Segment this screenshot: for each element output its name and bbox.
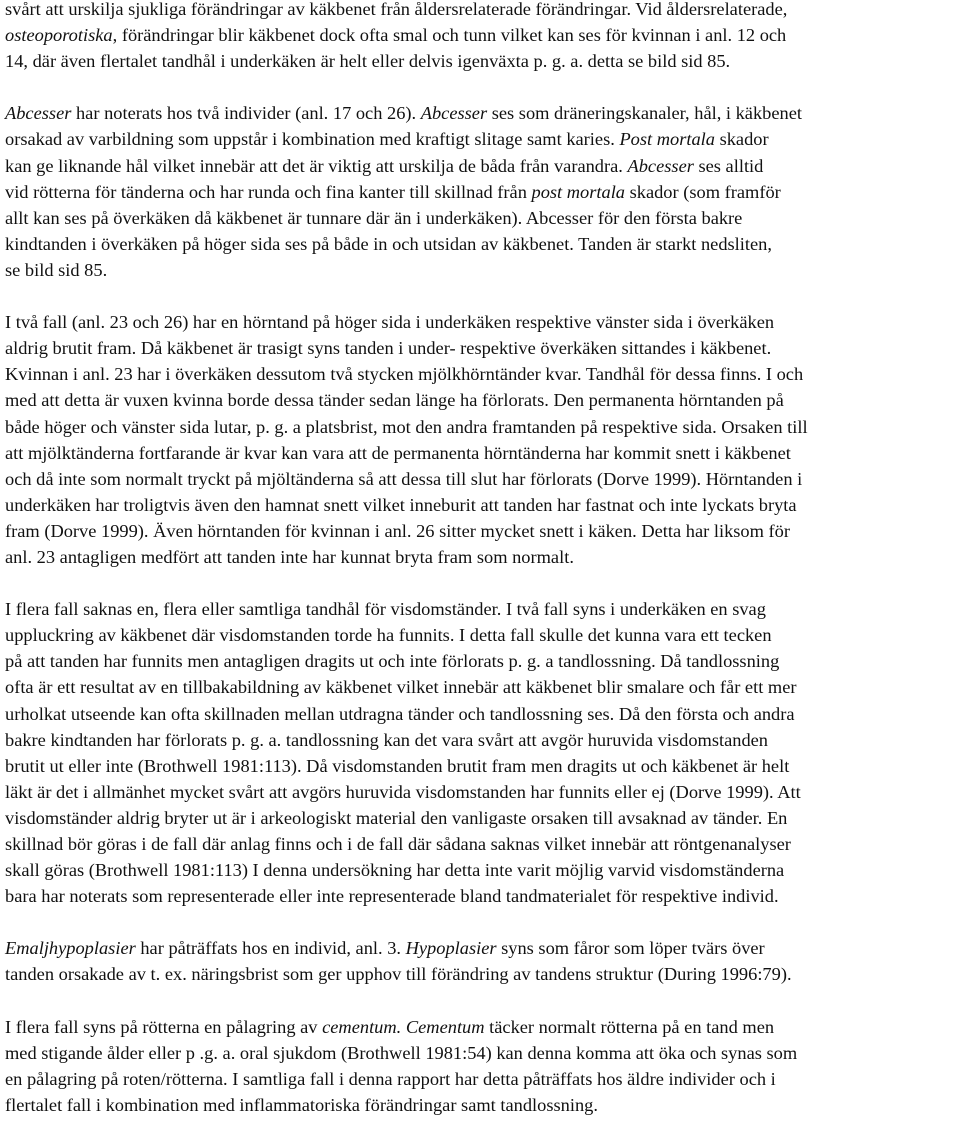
text-line [5,0,957,22]
text-line [5,1014,957,1040]
text-line [5,309,957,335]
text-line [5,361,957,387]
text-line [5,1092,957,1118]
text-run: urholkat utseende kan ofta skillnaden mellan utdragna tänder och tandlossning ses. Då den första och andra [5,703,795,724]
text-line [5,126,957,152]
text-run: underkäken har troligtvis även den hamnat snett vilket inneburit att tanden har fastnat och inte lyckats bryta [5,494,797,515]
italic-term: Abcesser [5,103,72,124]
text-line [5,596,957,622]
italic-term: Emaljhypoplasier [5,938,136,959]
text-run: se bild sid 85. [5,259,108,280]
text-line [5,231,957,257]
text-run: Kvinnan i anl. 23 har i överkäken dessutom två stycken mjölkhörntänder kvar. Tandhål för dessa finns. I och [5,364,804,385]
paragraph-gap [5,283,957,309]
text-line [5,335,957,361]
document-page [5,0,957,1118]
italic-term: cementum. [322,1016,402,1037]
text-run: att mjölktänderna fortfarande är kvar kan vara att de permanenta hörntänderna har kommit snett i käkbenet [5,442,791,463]
text-line [5,518,957,544]
text-line [5,414,957,440]
text-line [5,179,957,205]
text-line [5,466,957,492]
paragraph [5,935,957,987]
text-run: har påträffats hos en individ, anl. 3. [135,938,406,959]
text-line [5,622,957,648]
text-run: , förändringar blir käkbenet dock ofta smal och tunn vilket kan ses för kvinnan i anl. 12 och [112,25,787,46]
text-run: både höger och vänster sida lutar, p. g. a platsbrist, mot den andra framtanden på respektive sida. Orsaken till [5,416,808,437]
italic-term: post mortala [531,181,625,202]
italic-term: Cementum [405,1016,485,1037]
text-run: bakre kindtanden har förlorats p. g. a. tandlossning kan det vara svårt att avgör huruvida visdomstanden [5,729,769,750]
paragraph [5,0,957,74]
text-run: I flera fall syns på rötterna en pålagring av [5,1016,323,1037]
text-line [5,492,957,518]
text-run: läkt är det i allmänhet mycket svårt att avgörs huruvida visdomstanden har funnits eller ej (Dorve 1999). Att [5,781,801,802]
text-line [5,648,957,674]
text-line [5,205,957,231]
paragraph [5,596,957,909]
text-run: tanden orsakade av t. ex. näringsbrist som ger upphov till förändring av tandens struktur (During 1996:79). [5,964,792,985]
text-line [5,100,957,126]
text-line [5,779,957,805]
text-line [5,883,957,909]
text-run: kindtanden i överkäken på höger sida ses på både in och utsidan av käkbenet. Tanden är starkt nedsliten, [5,233,772,254]
text-run: skillnad bör göras i de fall där anlag finns och i de fall där sådana saknas vilket innebär att röntgenanalyser [5,834,791,854]
text-line [5,153,957,179]
text-line [5,753,957,779]
text-line [5,1066,957,1092]
text-line [5,805,957,831]
text-run: har noterats hos två individer (anl. 17 och 26). [71,103,421,124]
text-run: visdomständer aldrig bryter ut är i arkeologiskt material den vanligaste orsaken till avsaknad av tänder. En [5,807,788,828]
text-line [5,440,957,466]
text-run: täcker normalt rötterna på en tand men [484,1016,775,1037]
text-line [5,544,957,570]
text-run: vid rötterna för tänderna och har runda och fina kanter till skillnad från [5,181,532,202]
text-run: uppluckring av käkbenet där visdomstanden torde ha funnits. I detta fall skulle det kunna vara ett tecken [5,625,772,646]
paragraph-gap [5,909,957,935]
text-run: I två fall (anl. 23 och 26) har en hörntand på höger sida i underkäken respektive vänster sida i överkäken [5,312,775,333]
text-run: fram (Dorve 1999). Även hörntanden för kvinnan i anl. 26 sitter mycket snett i käken. Detta har liksom för [5,520,790,541]
text-line [5,387,957,413]
text-line [5,674,957,700]
paragraph-gap [5,570,957,596]
text-run: aldrig brutit fram. Då käkbenet är trasigt syns tanden i under- respektive överkäken sittandes i käkbenet. [5,338,772,359]
paragraph-gap [5,988,957,1014]
text-line [5,831,957,857]
text-run: orsakad av varbildning som uppstår i kombination med kraftigt slitage samt karies. [5,129,620,150]
text-run: I flera fall saknas en, flera eller samtliga tandhål för visdomständer. I två fall syns i underkäken en svag [5,599,766,620]
text-line [5,857,957,883]
text-run: ses som dräneringskanaler, hål, i käkbenet [487,103,802,124]
text-run: och då inte som normalt tryckt på mjöltänderna så att dessa till slut har förlorats (Dorve 1999). Hörntanden i [5,468,803,489]
text-line [5,257,957,283]
text-line [5,22,957,48]
text-line [5,961,957,987]
text-run: ofta är ett resultat av en tillbakabildning av käkbenet vilket innebär att käkbenet blir smalare och får ett mer [5,677,797,698]
text-run: brutit ut eller inte (Brothwell 1981:113). Då visdomstanden brutit fram men dragits ut och käkbenet är helt [5,755,790,776]
italic-term: Abcesser [627,155,694,176]
italic-term: osteoporotiska [5,25,113,46]
paragraph [5,100,957,283]
text-run: skall göras (Brothwell 1981:113) I denna undersökning har detta inte varit möjlig varvid visdomständerna [5,860,785,881]
text-run: skador (som framför [625,181,781,202]
text-line [5,727,957,753]
text-run: med stigande ålder eller p .g. a. oral sjukdom (Brothwell 1981:54) kan denna komma att öka och synas som [5,1042,798,1063]
text-run: syns som fåror som löper tvärs över [496,938,765,959]
text-run: svårt att urskilja sjukliga förändringar av käkbenet från åldersrelaterade förändringar. Vid åldersrelaterade, [5,0,788,19]
text-line [5,935,957,961]
text-run: anl. 23 antagligen medfört att tanden inte har kunnat bryta fram som normalt. [5,546,574,567]
italic-term: Post mortala [619,129,715,150]
text-line [5,48,957,74]
text-line [5,701,957,727]
italic-term: Abcesser [420,103,488,124]
text-run: skador [714,129,769,150]
text-run: ses alltid [693,155,764,176]
paragraph-gap [5,74,957,100]
text-run: bara har noterats som representerade eller inte representerade bland tandmaterialet för respektive individ. [5,886,779,907]
text-run: allt kan ses på överkäken då käkbenet är tunnare där än i underkäken). Abcesser för den första bakre [5,207,743,228]
text-run: kan ge liknande hål vilket innebär att det är viktig att urskilja de båda från varandra. [5,155,628,176]
paragraph [5,1014,957,1118]
text-run: med att detta är vuxen kvinna borde dessa tänder sedan länge ha förlorats. Den permanenta hörntanden på [5,390,784,411]
text-run: på att tanden har funnits men antagligen dragits ut och inte förlorats p. g. a tandlossning. Då tandlossning [5,651,780,672]
text-run: flertalet fall i kombination med inflammatoriska förändringar samt tandlossning. [5,1094,598,1115]
italic-term: Hypoplasier [405,938,497,959]
text-run: 14, där även flertalet tandhål i underkäken är helt eller delvis igenväxta p. g. a. detta se bild sid 85. [5,51,731,72]
text-run: en pålagring på roten/rötterna. I samtliga fall i denna rapport har detta påträffats hos äldre individer och i [5,1068,776,1089]
text-line [5,1040,957,1066]
paragraph [5,309,957,570]
